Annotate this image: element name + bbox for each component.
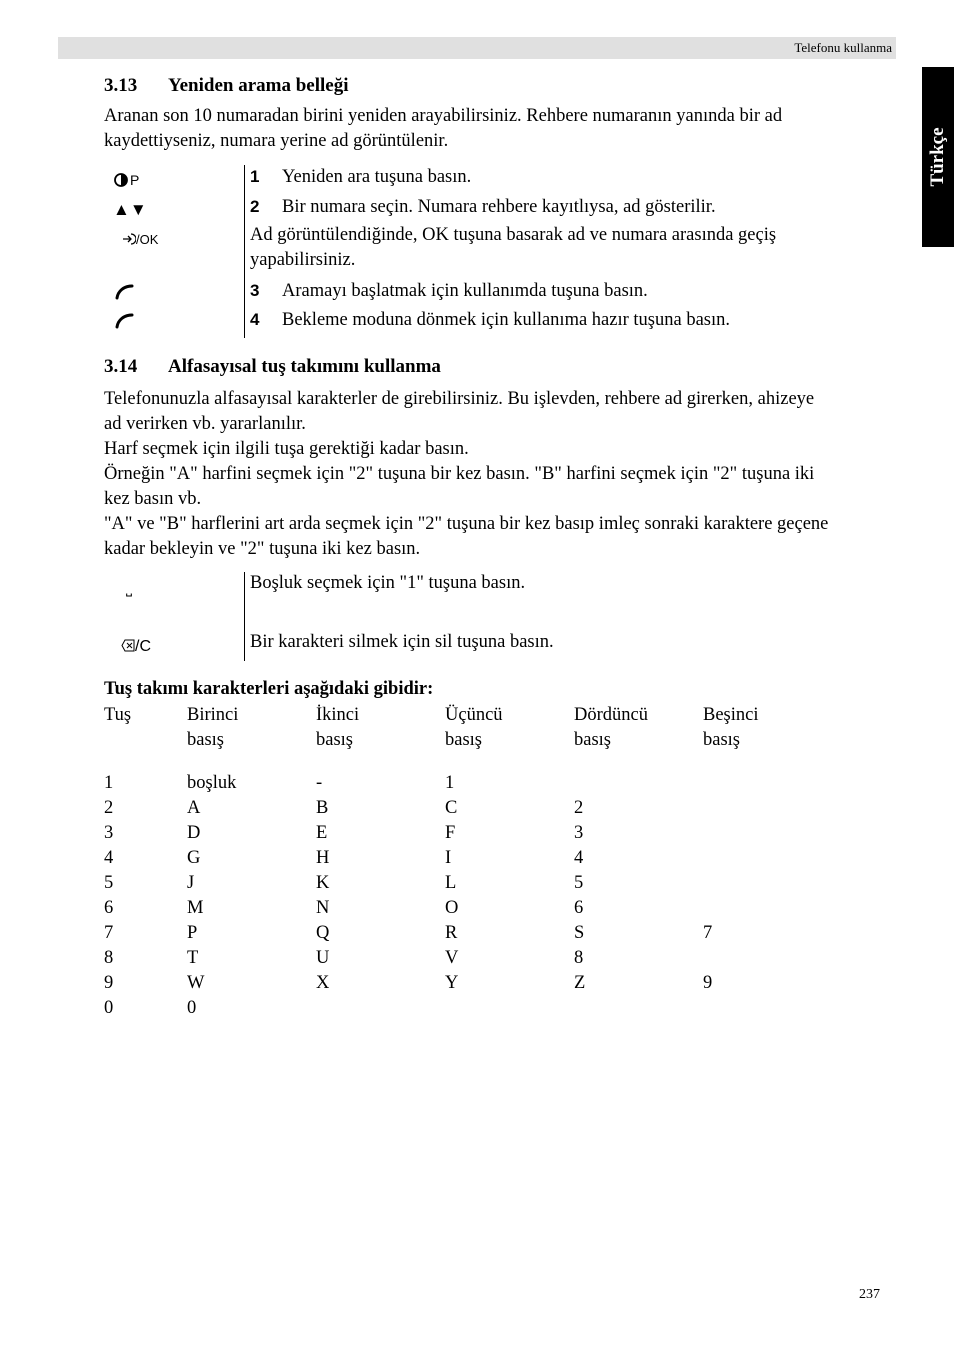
- keytable-cell: I: [445, 848, 452, 868]
- body-line: Harf seçmek için ilgili tuşa gerektiği kadar basın.: [104, 439, 469, 459]
- keytable-cell: 5: [574, 873, 584, 893]
- language-tab: [922, 67, 954, 247]
- space-key-icon: ⎵: [126, 580, 133, 597]
- step-note-line: Ad görüntülendiğinde, OK tuşuna basarak ad ve numara arasında geçiş: [250, 225, 777, 245]
- keytable-cell: 9: [104, 973, 114, 993]
- keytable-cell: 3: [104, 823, 114, 843]
- keytable-cell: S: [574, 923, 585, 943]
- keytable-cell: 7: [104, 923, 114, 943]
- section-title: Yeniden arama belleği: [168, 75, 349, 96]
- header-bar: [58, 37, 896, 59]
- keytable-header-cell: basış: [574, 730, 611, 750]
- step-number: 2: [250, 197, 260, 216]
- step-text: Bekleme moduna dönmek için kullanıma hazır tuşuna basın.: [282, 310, 731, 330]
- step-4: [250, 307, 890, 333]
- keytable-cell: N: [316, 898, 330, 918]
- clear-key-label: /C: [135, 638, 151, 655]
- keytable-cell: B: [316, 798, 329, 818]
- section-intro: [104, 104, 904, 154]
- intro-line: kaydettiyseniz, numara yerine ad görüntülenir.: [104, 131, 449, 151]
- section-number: 3.14: [104, 356, 138, 377]
- clear-key-icon: [121, 638, 151, 656]
- step-text: Yeniden ara tuşuna basın.: [282, 167, 472, 187]
- clear-note: Bir karakteri silmek için sil tuşuna basın.: [250, 632, 554, 652]
- keytable-cell: 2: [574, 798, 584, 818]
- keytable-cell: 2: [104, 798, 114, 818]
- ok-key-label: /OK: [136, 232, 159, 247]
- keytable-header-cell: basış: [316, 730, 353, 750]
- section-heading-3-14: [104, 356, 441, 378]
- keytable-header-cell: basış: [187, 730, 224, 750]
- header-title: Telefonu kullanma: [794, 40, 892, 55]
- step-text: Aramayı başlatmak için kullanımda tuşuna basın.: [282, 281, 648, 301]
- keytable-cell: Y: [445, 973, 459, 993]
- section-body: [104, 387, 904, 562]
- keytable-cell: U: [316, 948, 330, 968]
- keytable-cell: 1: [445, 773, 455, 793]
- step-3: [250, 278, 890, 304]
- keytable-cell: 3: [574, 823, 584, 843]
- section-number: 3.13: [104, 75, 138, 96]
- keytable-cell: Q: [316, 923, 330, 943]
- body-line: kez basın vb.: [104, 489, 202, 509]
- step-2: [250, 194, 890, 220]
- keytable-header-cell: Beşinci: [703, 705, 759, 725]
- step-note-line: yapabilirsiniz.: [250, 250, 356, 270]
- step-number: 3: [250, 281, 260, 300]
- body-line: Telefonunuzla alfasayısal karakterler de girebilirsiniz. Bu işlevden, rehbere ad girerken, ahizeye: [104, 389, 815, 409]
- keytable-cell: L: [445, 873, 457, 893]
- keytable-cell: R: [445, 923, 458, 943]
- keytable-cell: -: [316, 773, 323, 793]
- step-divider: [244, 165, 245, 338]
- step-text: Bir numara seçin. Numara rehbere kayıtlıysa, ad gösterilir.: [282, 197, 716, 217]
- redial-key-label: P: [130, 172, 140, 188]
- body-line: kadar bekleyin ve "2" tuşuna iki kez basın.: [104, 539, 421, 559]
- keytable-cell: G: [187, 848, 201, 868]
- language-tab-label: Türkçe: [927, 127, 948, 187]
- keytable-header-cell: Birinci: [187, 705, 239, 725]
- keytable-cell: 1: [104, 773, 114, 793]
- section-heading-3-13: [104, 75, 349, 97]
- keytable-cell: 8: [104, 948, 114, 968]
- keytable-cell: J: [187, 873, 195, 893]
- step-number: 1: [250, 167, 260, 186]
- talk-key-icon: [114, 283, 136, 304]
- keytable-header-cell: basış: [703, 730, 740, 750]
- keytable-cell: 5: [104, 873, 114, 893]
- keytable-cell: X: [316, 973, 330, 993]
- page-number: 237: [859, 1287, 880, 1302]
- keytable-cell: H: [316, 848, 330, 868]
- keytable-header-cell: İkinci: [316, 705, 360, 725]
- keytable-cell: boşluk: [187, 773, 237, 793]
- body-line: ad verirken vb. yararlanılır.: [104, 414, 306, 434]
- keytable-cell: 4: [104, 848, 114, 868]
- body-line: Örneğin "A" harfini seçmek için "2" tuşuna bir kez basın. "B" harfini seçmek için "2" tuşuna iki: [104, 464, 815, 484]
- keytable-cell: A: [187, 798, 201, 818]
- keytable-header-cell: Üçüncü: [445, 705, 503, 725]
- keytable-cell: E: [316, 823, 328, 843]
- keytable-cell: 0: [187, 998, 197, 1018]
- keytable-header-cell: Tuş: [104, 705, 132, 725]
- ok-key-icon: [122, 232, 158, 247]
- keytable-cell: F: [445, 823, 456, 843]
- keytable-cell: 6: [104, 898, 114, 918]
- keytable-cell: 7: [703, 923, 713, 943]
- step-2-note: [250, 223, 890, 273]
- keytable-cell: K: [316, 873, 330, 893]
- keytable-cell: D: [187, 823, 201, 843]
- redial-key-icon: [114, 172, 139, 188]
- section-title: Alfasayısal tuş takımını kullanma: [168, 356, 441, 377]
- keytable-cell: 0: [104, 998, 114, 1018]
- keytable-cell: W: [187, 973, 205, 993]
- keytable-cell: P: [187, 923, 198, 943]
- keytable-title: Tuş takımı karakterleri aşağıdaki gibidir:: [104, 679, 434, 699]
- keytable-cell: 9: [703, 973, 713, 993]
- step-number: 4: [250, 310, 260, 329]
- step-1: [250, 164, 890, 190]
- space-note: Boşluk seçmek için "1" tuşuna basın.: [250, 573, 526, 593]
- intro-line: Aranan son 10 numaradan birini yeniden arayabilirsiniz. Rehbere numaranın yanında bir ad: [104, 106, 783, 126]
- keytable-cell: C: [445, 798, 458, 818]
- keytable-cell: T: [187, 948, 199, 968]
- up-down-arrows-icon: ▲▼: [113, 200, 147, 219]
- end-key-icon: [114, 312, 136, 333]
- keytable-header-cell: Dördüncü: [574, 705, 648, 725]
- keytable-cell: Z: [574, 973, 586, 993]
- keytable-cell: 4: [574, 848, 584, 868]
- keytable-cell: 6: [574, 898, 584, 918]
- keytable-cell: V: [445, 948, 459, 968]
- body-line: "A" ve "B" harflerini art arda seçmek için "2" tuşuna bir kez basıp imleç sonraki karaktere geçene: [104, 514, 829, 534]
- keytable-cell: M: [187, 898, 204, 918]
- keytable-header-cell: basış: [445, 730, 482, 750]
- keytable-cell: 8: [574, 948, 584, 968]
- keytable-cell: O: [445, 898, 459, 918]
- note-divider: [244, 572, 245, 661]
